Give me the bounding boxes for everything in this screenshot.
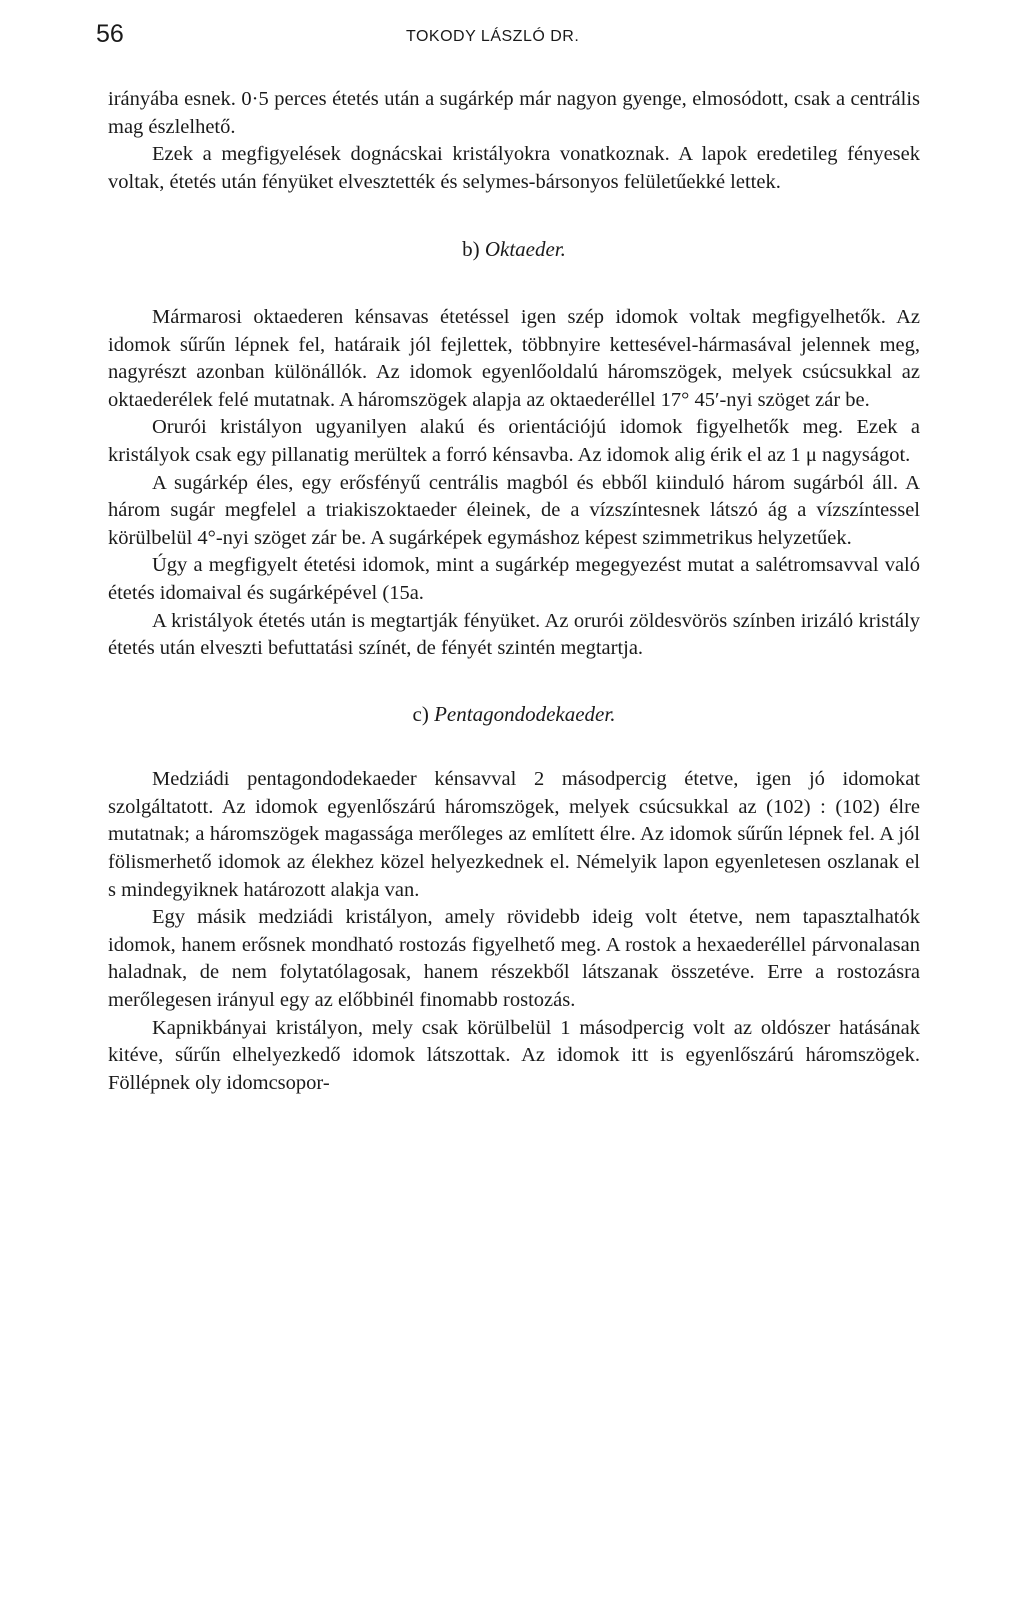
running-head: TOKODY LÁSZLÓ DR. (406, 28, 580, 45)
paragraph: Egy másik medziádi kristályon, amely rövidebb ideig volt étetve, nem tapasztalhatók idomok, hanem erősnek mondható rostozás figyelhető meg. A rostok a hexaederéllel párvonalasan haladnak, de nem folytatólagosak, hanem részekből látszanak összetéve. Erre a rostozásra merőlegesen irányul egy az előbbinél finomabb rostozás. (108, 906, 920, 1012)
section-heading-b (108, 236, 920, 264)
section-title: Pentagondodekaeder. (434, 701, 616, 726)
section-letter: c) (412, 701, 429, 726)
paragraph: irányába esnek. 0·5 perces étetés után a sugárkép már nagyon gyenge, elmosódott, csak a centrális mag észlelhető. (108, 88, 920, 138)
paragraph: A kristályok étetés után is megtartják fényüket. Az orurói zöldesvörös színben irizáló kristály étetés után elveszti befuttatási színét, de fényét szintén megtartja. (108, 609, 920, 660)
section-letter: b) (462, 237, 480, 262)
paragraph: Orurói kristályon ugyanilyen alakú és orientációjú idomok figyelhetők meg. Ezek a kristályok csak egy pillanatig merültek a forró kénsavba. Az idomok alig érik el az 1 μ nagyságot. (108, 416, 920, 466)
page-number: 56 (96, 20, 124, 48)
paragraph: Medziádi pentagondodekaeder kénsavval 2 másodpercig étetve, igen jó idomokat szolgáltatott. Az idomok egyenlőszárú háromszögek, melyek csúcsukkal az (102) : (102) élre mutatnak; a háromszögek magassága merőleges az említett élre. Az idomok sűrűn lépnek fel. A jól fölismerhető idomok az élekhez közel helyezkednek el. Némelyik lapon egyenletesen oszlanak el s mindegyiknek határozott alakja van. (108, 768, 920, 901)
paragraph: Úgy a megfigyelt étetési idomok, mint a sugárkép megegyezést mutat a salétromsavval való étetés idomaival és sugárképével (15a. (108, 554, 920, 604)
paragraph: Kapnikbányai kristályon, mely csak körülbelül 1 másodpercig volt az oldószer hatásának kitéve, sűrűn elhelyezkedő idomok látszottak. Az idomok itt is egyenlőszárú háromszögek. Föllépnek oly idomcsopor- (108, 1016, 920, 1094)
section-title: Oktaeder. (484, 237, 566, 262)
body-text (108, 86, 920, 1097)
paragraph: Mármarosi oktaederen kénsavas étetéssel igen szép idomok voltak megfigyelhetők. Az idomok sűrűn lépnek fel, határaik jól fejlettek, többnyire kettesével-hármasával jelennek meg, nagyrészt azonban különállók. Az idomok egyenlőoldalú háromszögek, melyek csúcsukkal az oktaederélek felé mutatnak. A háromszögek alapja az oktaederéllel 17° 45′-nyi szöget zár be. (108, 305, 920, 411)
paragraph: A sugárkép éles, egy erősfényű centrális magból és ebből kiinduló három sugárból áll. A három sugár megfelel a triakiszoktaeder éleinek, de a vízszíntesnek látszó ág a vízszíntessel körülbelül 4°-nyi szöget zár be. A sugárképek egymáshoz képest szimmetrikus helyzetűek. (108, 471, 920, 549)
page-header (96, 20, 926, 60)
paragraph: Ezek a megfigyelések dognácskai kristályokra vonatkoznak. A lapok eredetileg fényesek voltak, étetés után fényüket elvesztették és selymes-bársonyos felületűekké lettek. (108, 143, 920, 193)
section-heading-c (108, 701, 920, 729)
